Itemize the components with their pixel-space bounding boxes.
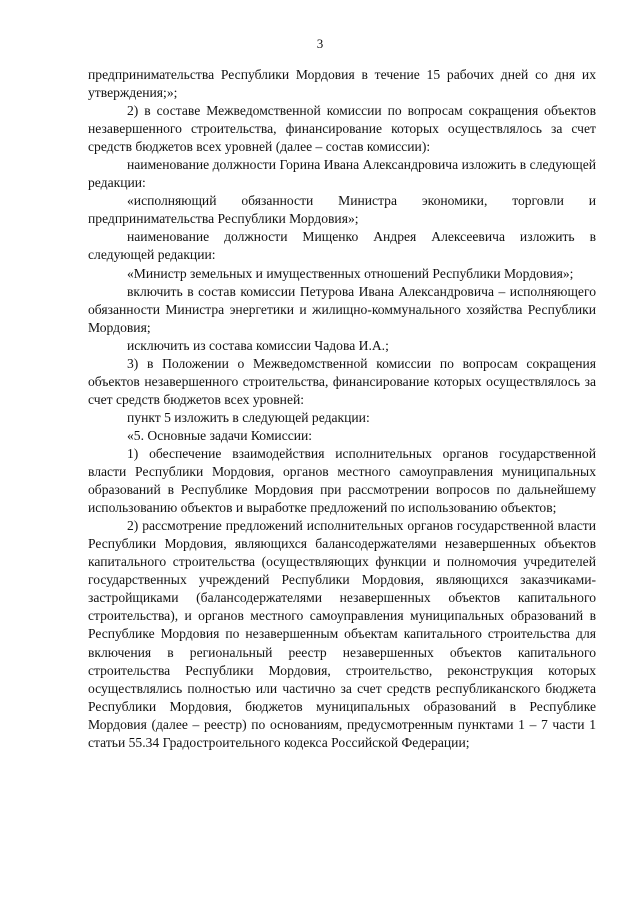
paragraph: пункт 5 изложить в следующей редакции: — [127, 409, 370, 425]
page-number: 3 — [316, 36, 324, 51]
paragraph: 2) рассмотрение предложений исполнительных органов государственной власти Республики Мордовия, являющихся балансодержателями незавершенных объектов капитального строительства (осуществляющих функции и полномочия учредителей государственных учреждений Республики Мордовия, являющихся заказчиками-застройщиками (балансодержателями незавершенных объектов капитального строительства), и органов местного самоуправления муниципальных образований в Республике Мордовия по незавершенным объектам капитального строительства для включения в региональный реестр незавершенных объектов капитального строительства Республики Мордовия, строительство, реконструкция которых осуществлялись полностью или частично за счет средств республиканского бюджета Республики Мордовия, бюджетов муниципальных образований в Республике Мордовия (далее – реестр) по основаниям, предусмотренным пунктами 1 – 7 части 1 статьи 55.34 Градостроительного кодекса Российской Федерации; — [88, 518, 596, 750]
paragraph: «Министр земельных и имущественных отношений Республики Мордовия»; — [127, 265, 574, 281]
paragraph: «5. Основные задачи Комиссии: — [127, 427, 313, 443]
paragraph: исключить из состава комиссии Чадова И.А.; — [127, 337, 389, 353]
paragraph: наименование должности Мищенко Андрея Алексеевича изложить в следующей редакции: — [88, 229, 596, 263]
paragraph: включить в состав комиссии Петурова Ивана Александровича – исполняющего обязанности Министра энергетики и жилищно-коммунального хозяйства Республики Мордовия; — [88, 283, 596, 335]
paragraph: наименование должности Горина Ивана Александровича изложить в следующей редакции: — [88, 157, 596, 191]
paragraph: предпринимательства Республики Мордовия в течение 15 рабочих дней со дня их утверждения;»; — [88, 67, 596, 101]
paragraph: 1) обеспечение взаимодействия исполнительных органов государственной власти Республики Мордовия, органов местного самоуправления муниципальных образований в Республике Мордовия при рассмотрении вопросов по дальнейшему использованию объектов и выработке предложений по использованию объектов; — [88, 445, 596, 516]
document-body — [88, 66, 596, 752]
paragraph: 3) в Положении о Межведомственной комиссии по вопросам сокращения объектов незавершенного строительства, финансирование которых осуществлялось за счет средств бюджетов всех уровней: — [88, 355, 596, 407]
paragraph: 2) в составе Межведомственной комиссии по вопросам сокращения объектов незавершенного строительства, финансирование которых осуществлялось за счет средств бюджетов всех уровней (далее – состав комиссии): — [88, 103, 596, 155]
paragraph: «исполняющий обязанности Министра экономики, торговли и предпринимательства Республики Мордовия»; — [88, 193, 596, 227]
